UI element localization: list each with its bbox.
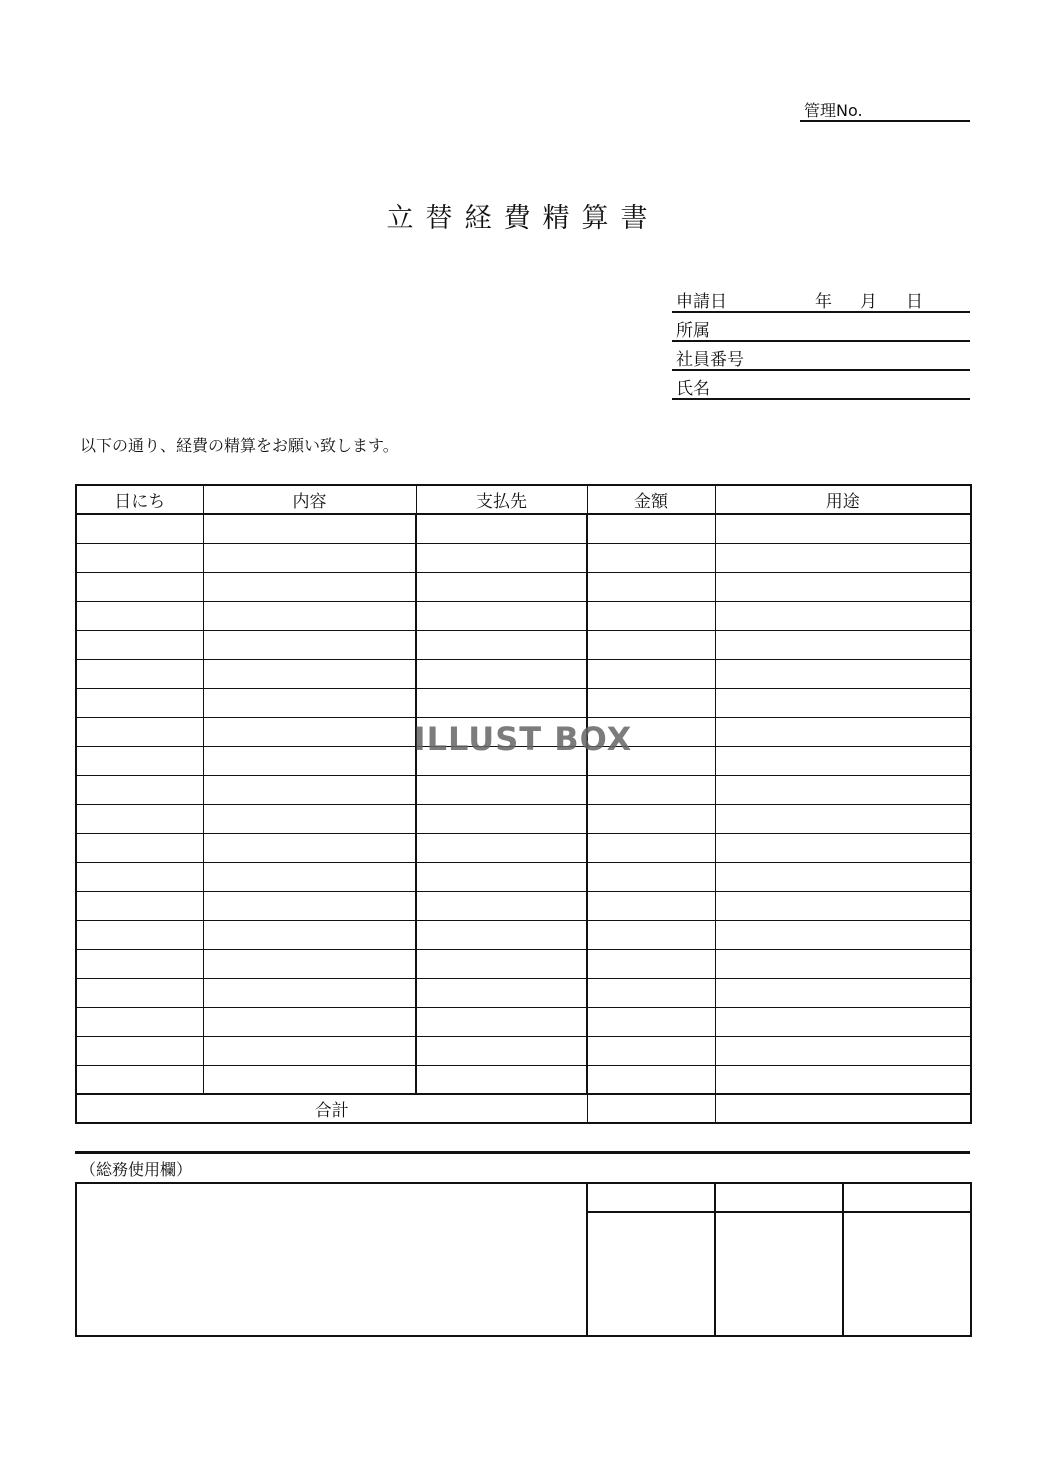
date-cell[interactable]: [76, 601, 203, 630]
table-row: [76, 978, 971, 1007]
amount-cell[interactable]: [587, 949, 715, 978]
table-row: [76, 920, 971, 949]
content-cell[interactable]: [203, 891, 416, 920]
management-number-field[interactable]: [800, 96, 970, 122]
date-cell[interactable]: [76, 833, 203, 862]
content-cell[interactable]: [203, 514, 416, 543]
table-row: [76, 659, 971, 688]
table-row: [76, 862, 971, 891]
applicant-info-block: [672, 284, 970, 400]
date-cell[interactable]: [76, 891, 203, 920]
purpose-cell[interactable]: [715, 514, 971, 543]
purpose-cell[interactable]: [715, 659, 971, 688]
general-affairs-label: （総務使用欄）: [80, 1160, 193, 1179]
content-cell[interactable]: [203, 978, 416, 1007]
amount-cell[interactable]: [587, 891, 715, 920]
amount-cell[interactable]: [587, 920, 715, 949]
date-cell[interactable]: [76, 659, 203, 688]
table-row: [76, 891, 971, 920]
amount-cell[interactable]: [587, 833, 715, 862]
header-payee: 支払先: [416, 485, 587, 514]
amount-cell[interactable]: [587, 1065, 715, 1094]
content-cell[interactable]: [203, 833, 416, 862]
content-cell[interactable]: [203, 601, 416, 630]
table-row: [76, 775, 971, 804]
content-cell[interactable]: [203, 775, 416, 804]
purpose-cell[interactable]: [715, 775, 971, 804]
amount-cell[interactable]: [587, 1007, 715, 1036]
date-cell[interactable]: [76, 543, 203, 572]
general-affairs-divider: [75, 1151, 970, 1154]
payee-cell[interactable]: [416, 920, 587, 949]
amount-cell[interactable]: [587, 775, 715, 804]
amount-cell[interactable]: [587, 572, 715, 601]
employee-number-label: 社員番号: [676, 350, 744, 370]
amount-cell[interactable]: [587, 978, 715, 1007]
intro-text: 以下の通り、経費の精算をお願い致します。: [80, 436, 399, 455]
header-date: 日にち: [76, 485, 203, 514]
header-content: 内容: [203, 485, 416, 514]
amount-cell[interactable]: [587, 862, 715, 891]
amount-cell[interactable]: [587, 514, 715, 543]
date-cell[interactable]: [76, 920, 203, 949]
date-cell[interactable]: [76, 804, 203, 833]
general-affairs-table: [75, 1182, 972, 1337]
amount-cell[interactable]: [587, 543, 715, 572]
date-cell[interactable]: [76, 630, 203, 659]
amount-cell[interactable]: [587, 601, 715, 630]
total-label: 合計: [76, 1094, 587, 1123]
content-cell[interactable]: [203, 920, 416, 949]
employee-number-row[interactable]: [672, 342, 970, 371]
payee-cell[interactable]: [416, 543, 587, 572]
table-row: [76, 804, 971, 833]
date-cell[interactable]: [76, 775, 203, 804]
purpose-cell[interactable]: [715, 833, 971, 862]
total-row: [76, 1094, 971, 1123]
stamp-cell[interactable]: [843, 1212, 971, 1336]
table-row: [76, 833, 971, 862]
content-cell[interactable]: [203, 862, 416, 891]
content-cell[interactable]: [203, 804, 416, 833]
amount-cell[interactable]: [587, 1036, 715, 1065]
table-row: [76, 601, 971, 630]
table-row: [76, 1036, 971, 1065]
table-row: [76, 572, 971, 601]
header-amount: 金額: [587, 485, 715, 514]
stamp-header-cell[interactable]: [715, 1183, 843, 1212]
purpose-cell[interactable]: [715, 688, 971, 717]
content-cell[interactable]: [203, 1065, 416, 1094]
payee-cell[interactable]: [416, 978, 587, 1007]
stamp-cell[interactable]: [587, 1212, 715, 1336]
date-cell[interactable]: [76, 514, 203, 543]
table-header-row: [76, 485, 971, 514]
department-row[interactable]: [672, 313, 970, 342]
table-row: [76, 1065, 971, 1094]
date-cell[interactable]: [76, 1036, 203, 1065]
purpose-cell[interactable]: [715, 978, 971, 1007]
purpose-cell[interactable]: [715, 804, 971, 833]
payee-cell[interactable]: [416, 572, 587, 601]
payee-cell[interactable]: [416, 1007, 587, 1036]
content-cell[interactable]: [203, 659, 416, 688]
table-row: [76, 514, 971, 543]
payee-cell[interactable]: [416, 1065, 587, 1094]
watermark: ILLUST BOX: [413, 720, 633, 758]
purpose-cell[interactable]: [715, 630, 971, 659]
payee-cell[interactable]: [416, 514, 587, 543]
purpose-cell[interactable]: [715, 949, 971, 978]
payee-cell[interactable]: [416, 891, 587, 920]
date-cell[interactable]: [76, 862, 203, 891]
date-cell[interactable]: [76, 572, 203, 601]
purpose-cell[interactable]: [715, 891, 971, 920]
content-cell[interactable]: [203, 688, 416, 717]
page-title: 立替経費精算書: [386, 203, 660, 234]
purpose-cell[interactable]: [715, 1065, 971, 1094]
name-label: 氏名: [676, 379, 710, 399]
stamp-cell[interactable]: [715, 1212, 843, 1336]
application-date-row[interactable]: [672, 284, 970, 313]
date-cell[interactable]: [76, 1007, 203, 1036]
total-amount-cell[interactable]: [587, 1094, 715, 1123]
purpose-cell[interactable]: [715, 920, 971, 949]
amount-cell[interactable]: [587, 659, 715, 688]
content-cell[interactable]: [203, 543, 416, 572]
payee-cell[interactable]: [416, 804, 587, 833]
stamp-header-cell[interactable]: [587, 1183, 715, 1212]
year-label: 年: [815, 292, 832, 312]
table-row: [76, 630, 971, 659]
management-number-label: 管理No.: [804, 101, 863, 120]
purpose-cell[interactable]: [715, 1036, 971, 1065]
name-row[interactable]: [672, 371, 970, 400]
table-row: [76, 1007, 971, 1036]
payee-cell[interactable]: [416, 1036, 587, 1065]
purpose-cell[interactable]: [715, 601, 971, 630]
content-cell[interactable]: [203, 949, 416, 978]
table-row: [76, 688, 971, 717]
purpose-cell[interactable]: [715, 862, 971, 891]
table-row: [76, 949, 971, 978]
purpose-cell[interactable]: [715, 572, 971, 601]
payee-cell[interactable]: [416, 659, 587, 688]
content-cell[interactable]: [203, 572, 416, 601]
stamp-header-cell[interactable]: [843, 1183, 971, 1212]
date-cell[interactable]: [76, 978, 203, 1007]
header-purpose: 用途: [715, 485, 971, 514]
payee-cell[interactable]: [416, 601, 587, 630]
payee-cell[interactable]: [416, 775, 587, 804]
department-label: 所属: [676, 321, 710, 341]
month-label: 月: [860, 292, 877, 312]
payee-cell[interactable]: [416, 630, 587, 659]
purpose-cell[interactable]: [715, 543, 971, 572]
amount-cell[interactable]: [587, 804, 715, 833]
day-label: 日: [906, 292, 923, 312]
payee-cell[interactable]: [416, 862, 587, 891]
amount-cell[interactable]: [587, 688, 715, 717]
content-cell[interactable]: [203, 1036, 416, 1065]
content-cell[interactable]: [203, 630, 416, 659]
date-cell[interactable]: [76, 1065, 203, 1094]
expense-table: [75, 484, 972, 1124]
date-cell[interactable]: [76, 688, 203, 717]
table-row: [76, 543, 971, 572]
total-purpose-cell[interactable]: [715, 1094, 971, 1123]
payee-cell[interactable]: [416, 949, 587, 978]
payee-cell[interactable]: [416, 688, 587, 717]
amount-cell[interactable]: [587, 630, 715, 659]
date-cell[interactable]: [76, 949, 203, 978]
purpose-cell[interactable]: [715, 1007, 971, 1036]
application-date-label: 申請日: [676, 292, 727, 312]
content-cell[interactable]: [203, 1007, 416, 1036]
payee-cell[interactable]: [416, 833, 587, 862]
general-affairs-notes-cell[interactable]: [76, 1183, 587, 1336]
